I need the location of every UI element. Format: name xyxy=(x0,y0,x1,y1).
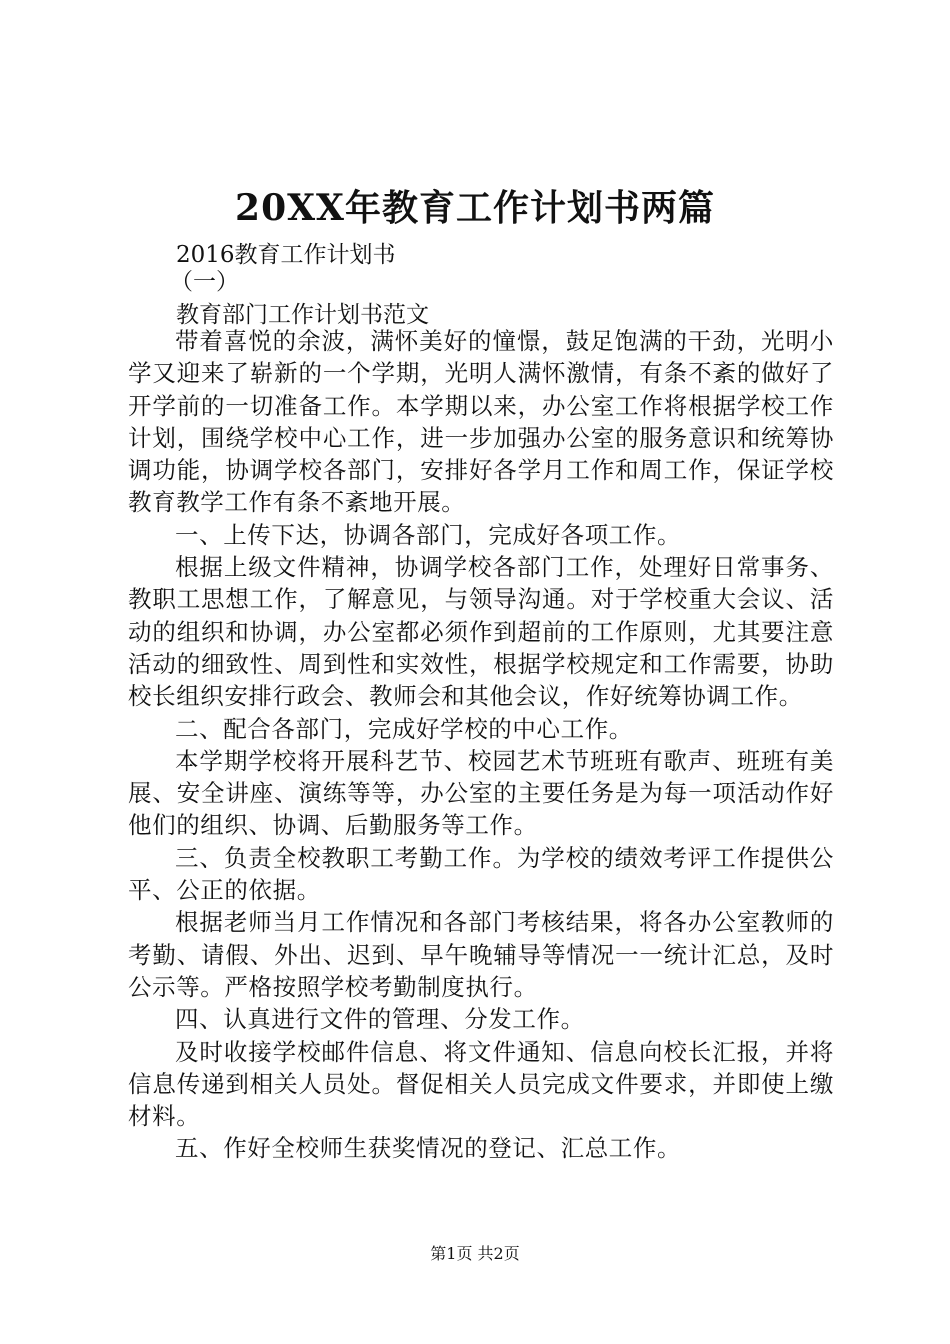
section-heading-1: 一、上传下达，协调各部门，完成好各项工作。 xyxy=(175,520,682,549)
doc-heading: 教育部门工作计划书范文 xyxy=(176,302,429,328)
section-heading-2: 二、配合各部门，完成好学校的中心工作。 xyxy=(175,714,633,743)
section-marker: （一） xyxy=(170,269,239,295)
paragraph-intro: 带着喜悦的余波，满怀美好的憧憬，鼓足饱满的干劲，光明小学又迎来了崭新的一个学期，光明人满怀激情，有条不紊的做好了开学前的一切准备工作。本学期以来，办公室工作将根据学校工作计划，围绕学校中心工作，进一步加强办公室的服务意识和统筹协调功能，协调学校各部门，安排好各学月工作和周工作，保证学校教育教学工作有条不紊地开展。 xyxy=(128,327,834,517)
paragraph-4: 及时收接学校邮件信息、将文件通知、信息向校长汇报，并将信息传递到相关人员处。督促相关人员完成文件要求，并即使上缴材料。 xyxy=(128,1037,834,1131)
paragraph-1: 根据上级文件精神，协调学校各部门工作，处理好日常事务、教职工思想工作，了解意见，与领导沟通。对于学校重大会议、活动的组织和协调，办公室都必须作到超前的工作原则，尤其要注意活动的细致性、周到性和实效性，根据学校规定和工作需要，协助校长组织安排行政会、教师会和其他会议，作好统筹协调工作。 xyxy=(128,553,834,711)
subtitle: 2016教育工作计划书 xyxy=(176,242,396,268)
section-heading-3: 三、负责全校教职工考勤工作。为学校的绩效考评工作提供公平、公正的依据。 xyxy=(128,843,834,905)
paragraph-2: 本学期学校将开展科艺节、校园艺术节班班有歌声、班班有美展、安全讲座、演练等等，办公室的主要任务是为每一项活动作好他们的组织、协调、后勤服务等工作。 xyxy=(128,746,834,840)
document-body xyxy=(128,325,834,1165)
paragraph-3: 根据老师当月工作情况和各部门考核结果，将各办公室教师的考勤、请假、外出、迟到、早午晚辅导等情况一一统计汇总，及时公示等。严格按照学校考勤制度执行。 xyxy=(128,908,834,1001)
section-heading-4: 四、认真进行文件的管理、分发工作。 xyxy=(175,1005,585,1034)
page-footer: 第1页 共2页 xyxy=(430,1244,520,1263)
section-heading-5: 五、作好全校师生获奖情况的登记、汇总工作。 xyxy=(175,1134,682,1163)
document-title: 20XX年教育工作计划书两篇 xyxy=(235,187,715,229)
